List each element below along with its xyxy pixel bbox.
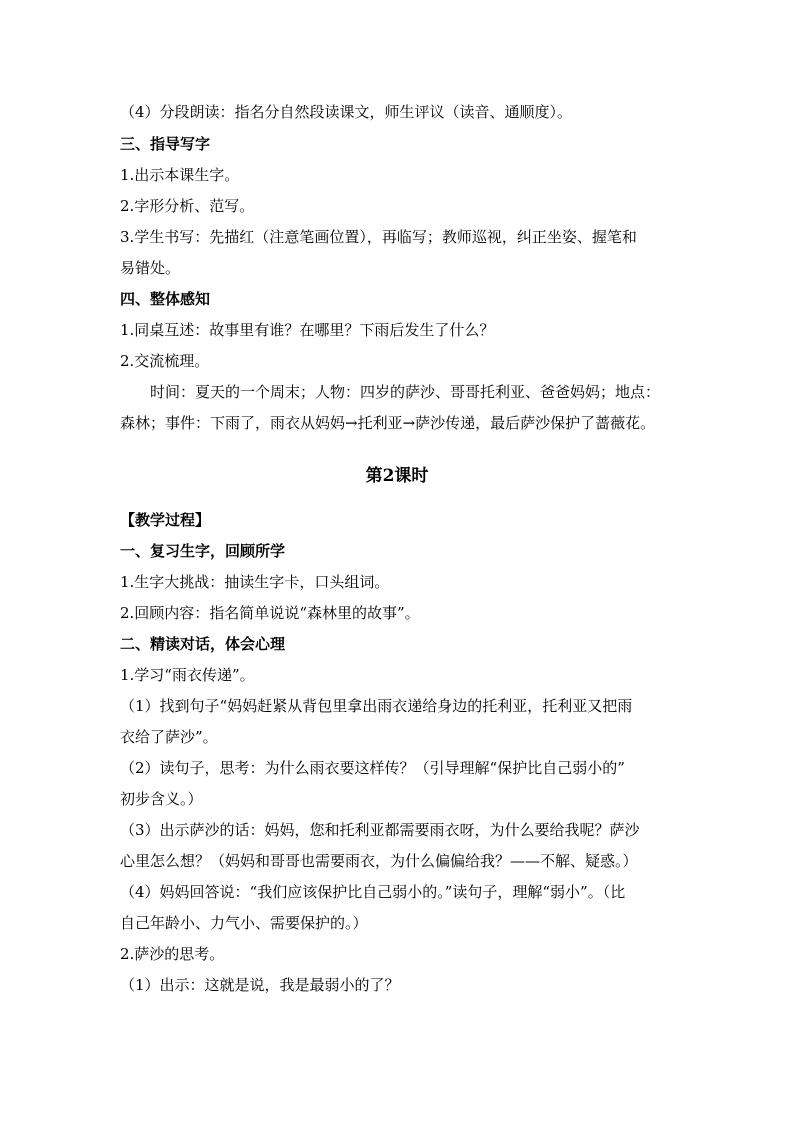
text-line: 1.出示本课生字。 bbox=[120, 166, 240, 184]
text-line: 心里怎么想？（妈妈和哥哥也需要雨衣，为什么偏偏给我？——不解、疑惑。） bbox=[120, 852, 638, 870]
text-line: 1.同桌互述：故事里有谁？在哪里？下雨后发生了什么？ bbox=[120, 321, 495, 339]
text-line: （2）读句子，思考：为什么雨衣要这样传？（引导理解“保护比自己弱小的” bbox=[120, 759, 625, 777]
text-line: 衣给了萨沙”。 bbox=[120, 728, 218, 746]
lesson-title: 第2课时 bbox=[365, 466, 429, 486]
text-line: 2.萨沙的思考。 bbox=[120, 945, 225, 963]
text-line: 自己年龄小、力气小、需要保护的。） bbox=[120, 914, 368, 932]
text-line: 易错处。 bbox=[120, 259, 181, 277]
text-line: 2.回顾内容：指名简单说说“森林里的故事”。 bbox=[120, 604, 420, 622]
text-line: 2.交流梳理。 bbox=[120, 352, 210, 370]
text-line: 1.生字大挑战：抽读生字卡，口头组词。 bbox=[120, 573, 390, 591]
section-heading: 三、指导写字 bbox=[120, 135, 211, 153]
text-line: （3）出示萨沙的话：妈妈，您和托利亚都需要雨衣呀，为什么要给我呢？萨沙 bbox=[120, 821, 640, 839]
text-line: 2.字形分析、范写。 bbox=[120, 197, 255, 215]
section-heading: 【教学过程】 bbox=[120, 511, 211, 529]
text-line: 1.学习“雨衣传递”。 bbox=[120, 666, 255, 684]
text-line: （4）分段朗读：指名分自然段读课文，师生评议（读音、通顺度）。 bbox=[120, 103, 573, 121]
section-heading: 二、精读对话，体会心理 bbox=[120, 635, 286, 653]
text-line: 3.学生书写：先描红（注意笔画位置），再临写；教师巡视，纠正坐姿、握笔和 bbox=[120, 228, 637, 246]
section-heading: 四、整体感知 bbox=[120, 290, 211, 308]
text-line: 初步含义。） bbox=[120, 790, 203, 808]
text-line: 森林；事件：下雨了，雨衣从妈妈→托利亚→萨沙传递，最后萨沙保护了蔷薇花。 bbox=[120, 414, 656, 432]
text-line: （1）找到句子“妈妈赶紧从背包里拿出雨衣递给身边的托利亚，托利亚又把雨 bbox=[120, 697, 633, 715]
text-line: （4）妈妈回答说：“我们应该保护比自己弱小的。”读句子，理解“弱小”。（比 bbox=[120, 883, 626, 901]
section-heading: 一、复习生字，回顾所学 bbox=[120, 542, 286, 560]
text-line: 时间：夏天的一个周末；人物：四岁的萨沙、哥哥托利亚、爸爸妈妈；地点： bbox=[150, 383, 661, 401]
text-line: （1）出示：这就是说，我是最弱小的了？ bbox=[120, 976, 400, 994]
